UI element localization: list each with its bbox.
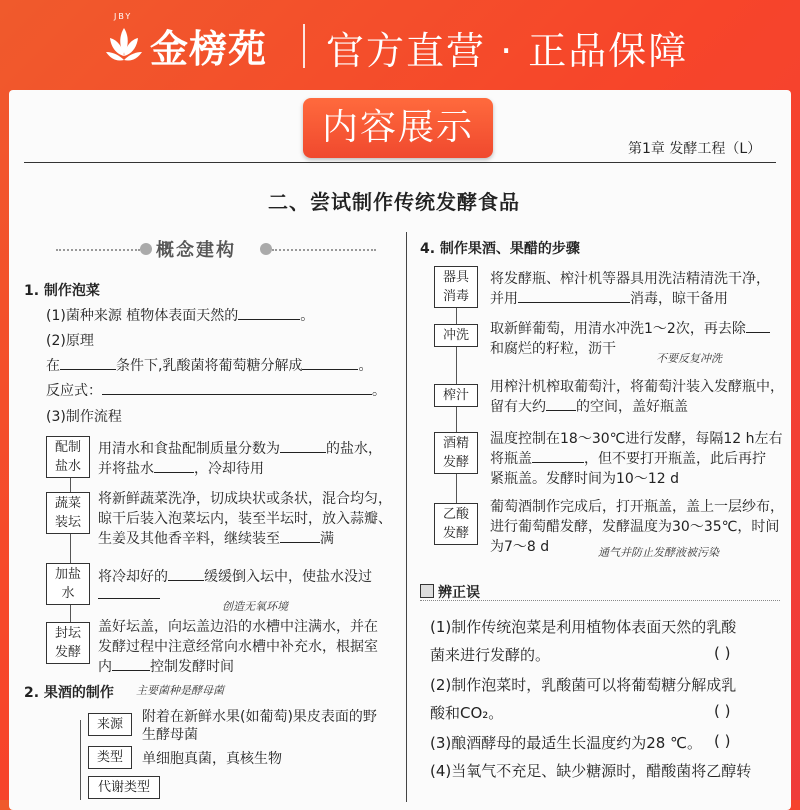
flow-text: 单细胞真菌，真核生物 [142,751,282,767]
flow-text: 为7～8 d [490,539,550,555]
flow-text: 生姜及其他香辛料，继续装至 满 [98,531,334,547]
flow-text: 将瓶盖 ，但不要打开瓶盖，此后再拧 [490,451,766,467]
flow-text: 生酵母菌 [142,727,198,743]
flow-text: 取新鲜葡萄，用清水冲洗1～2次，再去除 [490,318,770,338]
logo-text: 金榜苑 [150,26,268,71]
flow-connector [80,720,81,800]
heading-wine: 2. 果酒的制作 [24,685,114,701]
text-line: 在 条件下,乳酸菌将葡萄糖分解成 。 [46,358,373,374]
column-divider [406,232,407,802]
answer-paren: ( ) [714,644,731,662]
handwritten-note: 主要菌种是酵母菌 [136,684,224,697]
flow-text: 葡萄酒制作完成后，打开瓶盖，盖上一层纱布， [490,499,784,515]
flow-text: 将新鲜蔬菜洗净，切成块状或条状，混合均匀， [98,491,392,507]
flow-text: 晾干后装入泡菜坛内，装至半坛时，放入蒜瓣、 [98,511,392,527]
flow-text: 盖好坛盖，向坛盖边沿的水槽中注满水，并在 [98,619,378,635]
slogan: 官方直营 · 正品保障 [326,29,689,73]
flow-box: 类型 [88,746,132,769]
text-line: 反应式： 。 [46,383,386,399]
judge-item: (4)当氧气不充足、缺少糖源时，醋酸菌将乙醇转 [430,762,752,780]
header-rule [24,162,776,163]
answer-paren: ( ) [714,702,731,720]
flow-text: 紧瓶盖。发酵时间为10～12 d [490,471,679,487]
handwritten-note: 通气并防止发酵液被污染 [598,546,719,559]
flow-box: 加盐 水 [46,563,90,605]
judge-item: 菌来进行发酵的。 [430,646,551,664]
concept-title: 概念建构 [156,240,236,261]
logo-subtext: JBY [114,12,133,21]
judge-heading: 辨正误 [420,582,480,602]
flow-box: 配制 盐水 [46,436,90,478]
flow-text: 并将盐水 ，冷却待用 [98,461,264,477]
flow-text: 温度控制在18～30℃进行发酵，每隔12 h左右 [490,431,783,447]
flow-text: 留有大约 的空间，盖好瓶盖 [490,399,688,415]
flow-text: 进行葡萄醋发酵，发酵温度为30～35℃，时间 [490,519,780,535]
concept-heading [56,236,376,264]
lotus-logo-icon [102,22,146,66]
handwritten-note: 不要反复冲洗 [656,352,722,365]
flow-text: 用榨汁机榨取葡萄汁，将葡萄汁装入发酵瓶中， [490,379,784,395]
chapter-header: 第1章 发酵工程（L） [628,141,762,157]
flow-text [98,586,160,603]
flow-text: 用清水和食盐配制质量分数为 的盐水， [98,441,382,457]
flow-text: 内 控制发酵时间 [98,659,234,675]
flow-box: 蔬菜 装坛 [46,492,90,534]
judge-icon [420,584,434,598]
flow-text: 附着在新鲜水果(如葡萄)果皮表面的野 [142,709,377,725]
flow-text: 将冷却好的 缓缓倒入坛中，使盐水没过 [98,569,372,585]
judge-item: (1)制作传统泡菜是利用植物体表面天然的乳酸 [430,618,737,636]
heading-steps: 4. 制作果酒、果醋的步骤 [420,241,580,257]
store-header [0,0,800,90]
flow-box: 代谢类型 [88,776,160,799]
section-title: 二、尝试制作传统发酵食品 [268,190,520,214]
flow-box: 酒精 发酵 [434,432,478,474]
flow-box: 器具 消毒 [434,266,478,308]
content-banner: 内容展示 [303,98,493,158]
header-divider [303,24,305,68]
judge-rule [420,600,780,601]
judge-item: (2)制作泡菜时，乳酸菌可以将葡萄糖分解成乳 [430,676,737,694]
heading-pickle: 1. 制作泡菜 [24,283,100,299]
flow-text: 发酵过程中注意经常向水槽中补充水，根据室 [98,639,378,655]
flow-box: 榨汁 [434,384,478,407]
flow-text: 将发酵瓶、榨汁机等器具用洗洁精清洗干净， [490,271,770,287]
flow-text: 和腐烂的籽粒，沥干 [490,341,616,357]
handwritten-note: 创造无氧环境 [222,600,288,613]
judge-item: (3)酿酒酵母的最适生长温度约为28 ℃。 [430,734,702,752]
flow-box: 封坛 发酵 [46,622,90,664]
text-line: (3)制作流程 [46,409,122,425]
flow-text: 并用 消毒，晾干备用 [490,291,728,307]
flow-box: 乙酸 发酵 [434,503,478,545]
judge-item: 酸和CO₂。 [430,704,504,722]
text-line: (1)菌种来源 植物体表面天然的 。 [46,308,315,324]
answer-paren: ( ) [714,732,731,750]
flow-box: 来源 [88,713,132,736]
text-line: (2)原理 [46,333,94,349]
flow-box: 冲洗 [434,324,478,347]
